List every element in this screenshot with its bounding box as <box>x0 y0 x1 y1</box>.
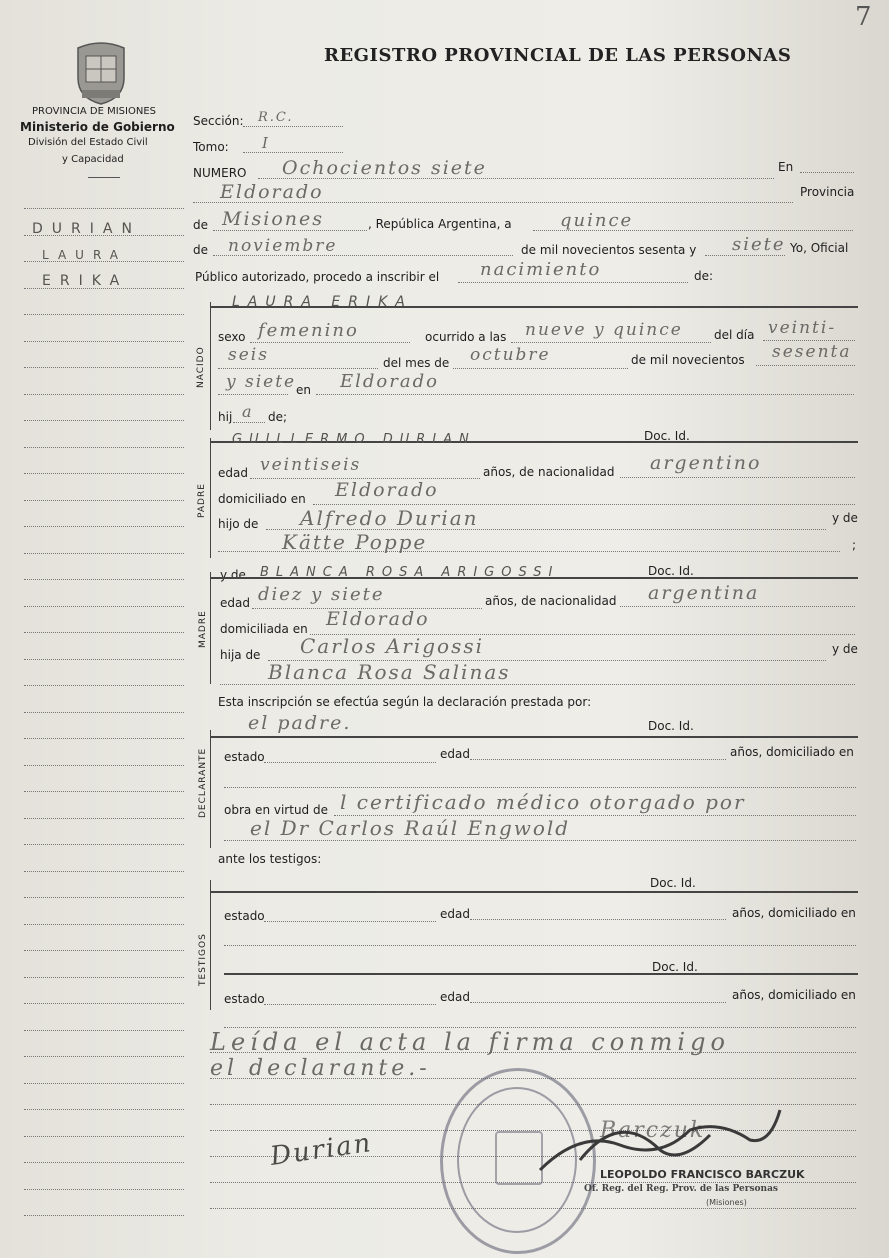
official-title: Of. Reg. del Reg. Prov. de las Personas <box>584 1184 778 1194</box>
coat-of-arms-seal <box>70 38 132 106</box>
testigo1-edad-label: edad <box>440 907 470 921</box>
margin-rule <box>24 341 184 342</box>
margin-rule <box>24 473 184 474</box>
nacido-dia-value-1: veinti- <box>768 318 837 338</box>
margin-rule <box>24 924 184 925</box>
margin-rule <box>24 1030 184 1031</box>
margin-rule <box>24 1003 184 1004</box>
closing-line-1: Leída el acta la firma conmigo <box>210 1028 730 1056</box>
header-province: PROVINCIA DE MISIONES <box>32 106 156 117</box>
padre-name: GUILLERMO DURIAN <box>232 432 476 447</box>
nacido-name: LAURA ERIKA <box>232 294 413 310</box>
nacido-anio-value-2: y siete <box>226 372 297 392</box>
padre-dom-label: domiciliado en <box>218 492 306 506</box>
padre-madre-name: Kätte Poppe <box>282 530 428 554</box>
tomo-label: Tomo: <box>193 140 229 154</box>
margin-rule <box>24 1215 184 1216</box>
declarante-estado-label: estado <box>224 750 265 764</box>
testigo2-doc-label: Doc. Id. <box>652 960 698 974</box>
declarante-section-label: DECLARANTE <box>198 747 208 818</box>
page-number: 7 <box>855 2 874 32</box>
testigos-section-label: TESTIGOS <box>198 933 208 986</box>
margin-surname: DURIAN <box>32 221 141 237</box>
madre-doc-label: Doc. Id. <box>648 564 694 578</box>
madre-hija-value: Carlos Arigossi <box>300 634 485 658</box>
testigo1-estado-label: estado <box>224 909 265 923</box>
header-division: División del Estado Civil <box>28 137 148 148</box>
sexo-value: femenino <box>258 320 359 341</box>
margin-rule <box>24 1083 184 1084</box>
de-label-2: de <box>193 243 208 257</box>
official-place: (Misiones) <box>706 1198 747 1207</box>
closing-line-2: el declarante.- <box>210 1056 431 1081</box>
padre-hijo-value: Alfredo Durian <box>300 506 479 530</box>
acto-value: nacimiento <box>480 259 602 280</box>
padre-doc-label: Doc. Id. <box>644 429 690 443</box>
margin-rule <box>24 765 184 766</box>
mil-label: de mil novecientos sesenta y <box>521 243 697 257</box>
madre-edad-label: edad <box>220 596 250 610</box>
header-capacidad: y Capacidad <box>62 154 124 165</box>
document-title: REGISTRO PROVINCIAL DE LAS PERSONAS <box>324 45 792 66</box>
margin-rule <box>24 526 184 527</box>
margin-rule <box>24 844 184 845</box>
nacido-mes-value: octubre <box>470 345 551 365</box>
padre-nac-value: argentino <box>650 452 762 474</box>
nacido-section-label: NACIDO <box>196 346 206 388</box>
padre-hijo-label: hijo de <box>218 517 259 531</box>
provincia-label: Provincia <box>800 185 855 199</box>
margin-rule <box>24 394 184 395</box>
mes-value: noviembre <box>228 236 338 256</box>
margin-rule <box>24 685 184 686</box>
madre-madre-name: Blanca Rosa Salinas <box>268 660 511 684</box>
padre-edad-label: edad <box>218 466 248 480</box>
madre-edad-value: diez y siete <box>258 584 385 605</box>
place-value: Eldorado <box>220 181 324 203</box>
de-label-1: de <box>193 218 208 232</box>
margin-rule <box>24 950 184 951</box>
dia-value: quince <box>560 210 634 231</box>
publico-label: Público autorizado, procedo a inscribir el <box>195 270 440 284</box>
provincia-value: Misiones <box>222 208 325 230</box>
margin-rule <box>24 712 184 713</box>
margin-rule <box>24 579 184 580</box>
sexo-label: sexo <box>218 330 246 344</box>
declarante-value: el padre. <box>248 712 352 734</box>
signature-official: Barczuk <box>600 1118 706 1143</box>
testigo2-estado-label: estado <box>224 992 265 1006</box>
hij-label: hij <box>218 410 233 424</box>
nacido-mil-label: de mil novecientos <box>631 353 745 367</box>
hij-de-label: de; <box>268 410 288 424</box>
margin-rule <box>24 314 184 315</box>
numero-value: Ochocientos siete <box>282 157 487 179</box>
margin-rule <box>24 367 184 368</box>
testigo2-edad-label: edad <box>440 990 470 1004</box>
inscripcion-label: Esta inscripción se efectúa según la declaración prestada por: <box>218 695 592 709</box>
margin-middlename: ERIKA <box>42 273 129 289</box>
padre-section-label: PADRE <box>197 483 207 518</box>
margin-rule <box>24 447 184 448</box>
header-ministry: Ministerio de Gobierno <box>20 120 175 134</box>
anio-value: siete <box>732 234 786 255</box>
official-name: LEOPOLDO FRANCISCO BARCZUK <box>600 1168 805 1181</box>
declarante-edad-label: edad <box>440 747 470 761</box>
madre-name: BLANCA ROSA ARIGOSSI <box>260 565 560 580</box>
seccion-label: Sección: <box>193 114 244 128</box>
testigo2-anios-label: años, domiciliado en <box>732 988 856 1002</box>
margin-rule <box>24 606 184 607</box>
margin-rule <box>24 632 184 633</box>
declarante-obra-value-2: el Dr Carlos Raúl Engwold <box>250 816 571 840</box>
testigo1-doc-label: Doc. Id. <box>650 876 696 890</box>
margin-rule <box>24 1189 184 1190</box>
en-label: En <box>778 160 794 174</box>
margin-rule <box>24 871 184 872</box>
numero-label: NUMERO <box>193 166 247 180</box>
nacido-lugar-value: Eldorado <box>340 371 439 392</box>
madre-dom-value: Eldorado <box>326 608 430 630</box>
nacido-dia-value-2: seis <box>228 345 269 365</box>
declarante-obra-value-1: l certificado médico otorgado por <box>340 790 746 814</box>
margin-rule <box>24 738 184 739</box>
madre-section-label: MADRE <box>198 610 208 648</box>
del-dia-label: del día <box>714 328 755 342</box>
republica-label: , República Argentina, a <box>368 217 512 231</box>
madre-nac-value: argentina <box>648 582 760 604</box>
declarante-anios-label: años, domiciliado en <box>730 745 854 759</box>
madre-yde-label: y de <box>220 568 246 582</box>
de-colon-label: de: <box>694 269 714 283</box>
seccion-value: R.C. <box>258 110 294 125</box>
margin-rule <box>24 1136 184 1137</box>
declarante-doc-label: Doc. Id. <box>648 719 694 733</box>
margin-rule <box>24 1109 184 1110</box>
lugar-label: en <box>296 383 311 397</box>
madre-nac-label: años, de nacionalidad <box>485 594 617 608</box>
margin-rule <box>24 1162 184 1163</box>
padre-edad-value: veintiseis <box>260 455 362 475</box>
margin-rule <box>24 977 184 978</box>
margin-rule <box>24 897 184 898</box>
margin-rule <box>24 818 184 819</box>
tomo-value: I <box>262 134 270 152</box>
padre-semicolon: ; <box>852 538 857 552</box>
oficial-label: Yo, Oficial <box>790 241 849 255</box>
madre-hija-label: hija de <box>220 648 261 662</box>
margin-rule <box>24 500 184 501</box>
margin-rule <box>24 420 184 421</box>
margin-rule <box>24 1056 184 1057</box>
margin-rule <box>24 208 184 209</box>
madre-yde2-label: y de <box>832 642 858 656</box>
declarante-obra-label: obra en virtud de <box>224 803 328 817</box>
margin-rule <box>24 553 184 554</box>
margin-rule <box>24 659 184 660</box>
padre-dom-value: Eldorado <box>335 479 439 501</box>
madre-dom-label: domiciliada en <box>220 622 308 636</box>
padre-yde-label: y de <box>832 511 858 525</box>
testigos-ante-label: ante los testigos: <box>218 852 322 866</box>
margin-rule <box>24 791 184 792</box>
testigo1-anios-label: años, domiciliado en <box>732 906 856 920</box>
padre-nac-label: años, de nacionalidad <box>483 465 615 479</box>
margin-firstname: LAURA <box>42 248 128 262</box>
mes-label: del mes de <box>383 356 450 370</box>
hij-value: a <box>242 402 254 421</box>
signature-declarante: Durian <box>268 1128 375 1172</box>
nacido-anio-value-1: sesenta <box>772 342 852 362</box>
ocurrido-label: ocurrido a las <box>425 330 507 344</box>
hora-value: nueve y quince <box>525 320 683 340</box>
